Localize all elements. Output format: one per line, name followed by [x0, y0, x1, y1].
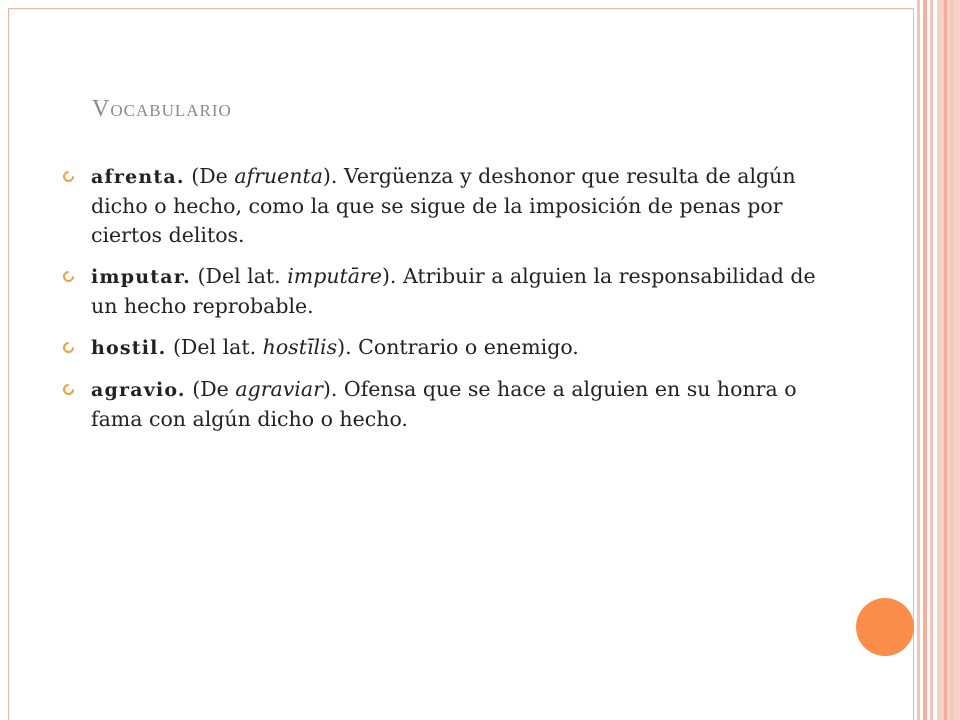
- vocabulary-entry: [60, 375, 840, 434]
- vocabulary-entry: [60, 162, 840, 250]
- bullet-icon: [61, 382, 77, 398]
- vocabulary-entry: [60, 262, 840, 321]
- bullet-icon: [61, 169, 77, 185]
- entry-prefix: (De: [184, 164, 235, 188]
- entry-etymology: afruenta: [234, 164, 323, 188]
- bullet-icon: [61, 269, 77, 285]
- decor-stripe: [951, 0, 953, 720]
- entry-term: afrenta.: [91, 166, 185, 188]
- decor-stripe: [917, 0, 920, 720]
- entry-definition: ). Vergüenza y deshonor que resulta de algún dicho o hecho, como la que se sigue de la imposición de penas por ciertos delitos.: [91, 164, 796, 247]
- entry-definition: ). Atribuir a alguien la responsabilidad de un hecho reprobable.: [91, 264, 816, 318]
- slide-title: Vocabulario: [92, 96, 232, 122]
- decor-stripe: [937, 0, 960, 720]
- entry-term: imputar.: [91, 266, 191, 288]
- entry-etymology: imputāre: [287, 264, 382, 288]
- entry-prefix: (De: [185, 377, 236, 401]
- vocabulary-list: [60, 162, 840, 446]
- bullet-icon: [61, 340, 77, 356]
- entry-prefix: (Del lat.: [166, 335, 263, 359]
- entry-definition: ). Contrario o enemigo.: [337, 335, 579, 359]
- entry-prefix: (Del lat.: [191, 264, 288, 288]
- entry-term: hostil.: [91, 337, 167, 359]
- decor-stripe: [923, 0, 927, 720]
- entry-etymology: hostīlis: [262, 335, 338, 359]
- vocabulary-entry: [60, 333, 840, 363]
- entry-definition: ). Ofensa que se hace a alguien en su honra o fama con algún dicho o hecho.: [91, 377, 797, 431]
- entry-etymology: agraviar: [235, 377, 323, 401]
- decor-stripe: [930, 0, 933, 720]
- decor-stripe: [944, 0, 947, 720]
- entry-term: agravio.: [91, 379, 186, 401]
- decor-circle: [856, 598, 914, 656]
